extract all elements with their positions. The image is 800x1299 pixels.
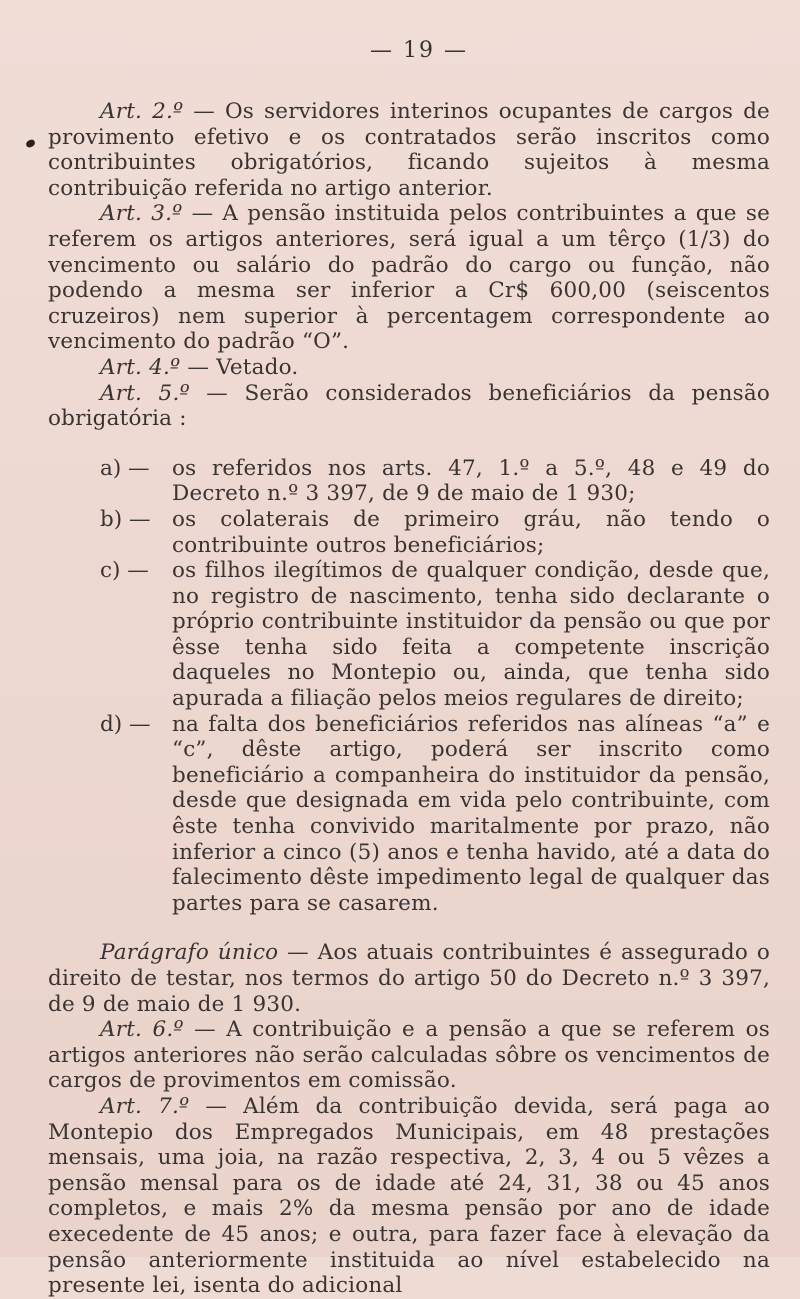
- article-4: [48, 355, 770, 381]
- article-6-label: Art. 6.º: [100, 1017, 184, 1043]
- list-marker-c: c) —: [100, 558, 149, 584]
- article-6-text: — A contribuição e a pensão a que se referem os artigos anteriores não serão calculadas sôbre os vencimentos de cargos de provimentos em comissão.: [48, 1017, 770, 1094]
- article-4-label: Art. 4.º: [100, 354, 181, 380]
- list-text-b: os colaterais de primeiro gráu, não tendo o contribuinte outros beneficiários;: [172, 506, 770, 558]
- spacer: [48, 432, 770, 456]
- beneficiaries-list: [48, 456, 770, 917]
- article-6: [48, 1017, 770, 1094]
- list-item-a: [48, 456, 770, 507]
- list-marker-a: a) —: [100, 455, 150, 481]
- list-marker-d: d) —: [100, 711, 151, 737]
- paragrafo-unico-label: Parágrafo único: [100, 940, 279, 966]
- list-text-a: os referidos nos arts. 47, 1.º a 5.º, 48 e 49 do Decreto n.º 3 397, de 9 de maio de 1 930;: [172, 455, 770, 507]
- article-5: [48, 381, 770, 432]
- article-2-label: Art. 2.º: [100, 99, 184, 124]
- article-3-text: — A pensão instituida pelos contribuintes a que se referem os artigos anteriores, será igual a um têrço (1/3) do vencimento ou salário do padrão do cargo ou função, não podendo a mesma ser inferior a Cr$ 600,00 (seiscentos cruzeiros) nem superior à percentagem correspondente ao vencimento do padrão “O”.: [48, 201, 770, 355]
- list-item-d: [48, 712, 770, 917]
- article-5-label: Art. 5.º: [100, 380, 190, 406]
- list-marker-b: b) —: [100, 506, 151, 532]
- page-number: — 19 —: [370, 38, 468, 63]
- list-text-c: os filhos ilegítimos de qualquer condição, desde que, no registro de nascimento, tenha sido declarante o próprio contribuinte instituidor da pensão ou que por êsse tenha sido feita a competente inscrição daqueles no Montepio ou, ainda, que tenha sido apurada a filiação pelos meios regulares de direito;: [172, 558, 770, 712]
- article-3: [48, 201, 770, 355]
- paragrafo-unico-text: — Aos atuais contribuintes é assegurado o direito de testar, nos termos do artigo 50 do Decreto n.º 3 397, de 9 de maio de 1 930.: [48, 940, 770, 1017]
- article-4-text: — Vetado.: [180, 354, 299, 380]
- article-3-label: Art. 3.º: [100, 201, 183, 227]
- article-5-text: — Serão considerados beneficiários da pensão obrigatória :: [48, 380, 771, 432]
- list-item-b: [48, 507, 770, 558]
- spacer: [48, 916, 770, 940]
- paragrafo-unico: [48, 940, 770, 1017]
- article-2-text: — Os servidores interinos ocupantes de cargos de provimento efetivo e os contratados serão inscritos como contribuintes obrigatórios, ficando sujeitos à mesma contribuição referida no artigo anterior.: [48, 99, 770, 201]
- list-item-c: [48, 558, 770, 712]
- list-text-d: na falta dos beneficiários referidos nas alíneas “a” e “c”, dêste artigo, poderá ser inscrito como beneficiário a companheira do instituidor da pensão, desde que designada em vida pelo contribuinte, com êste tenha convivido maritalmente por prazo, não inferior a cinco (5) anos e tenha havido, até a data do falecimento dêste impedimento legal de qualquer das partes para se casarem.: [172, 711, 770, 916]
- article-7-label: Art. 7.º: [100, 1093, 190, 1119]
- article-7: [48, 1094, 770, 1299]
- article-7-text: — Além da contribuição devida, será paga ao Montepio dos Empregados Municipais, em 48 prestações mensais, uma joia, na razão respectiva, 2, 3, 4 ou 5 vêzes a pensão mensal para os de idade até 24, 31, 38 ou 45 anos completos, e mais 2% da mesma pensão por ano de idade execedente de 45 anos; e outra, para fazer face à elevação da pensão anteriormente instituida ao nível estabelecido na presente lei, isenta do adicional: [48, 1093, 771, 1299]
- article-2: [48, 99, 770, 201]
- ink-mark: [25, 139, 36, 149]
